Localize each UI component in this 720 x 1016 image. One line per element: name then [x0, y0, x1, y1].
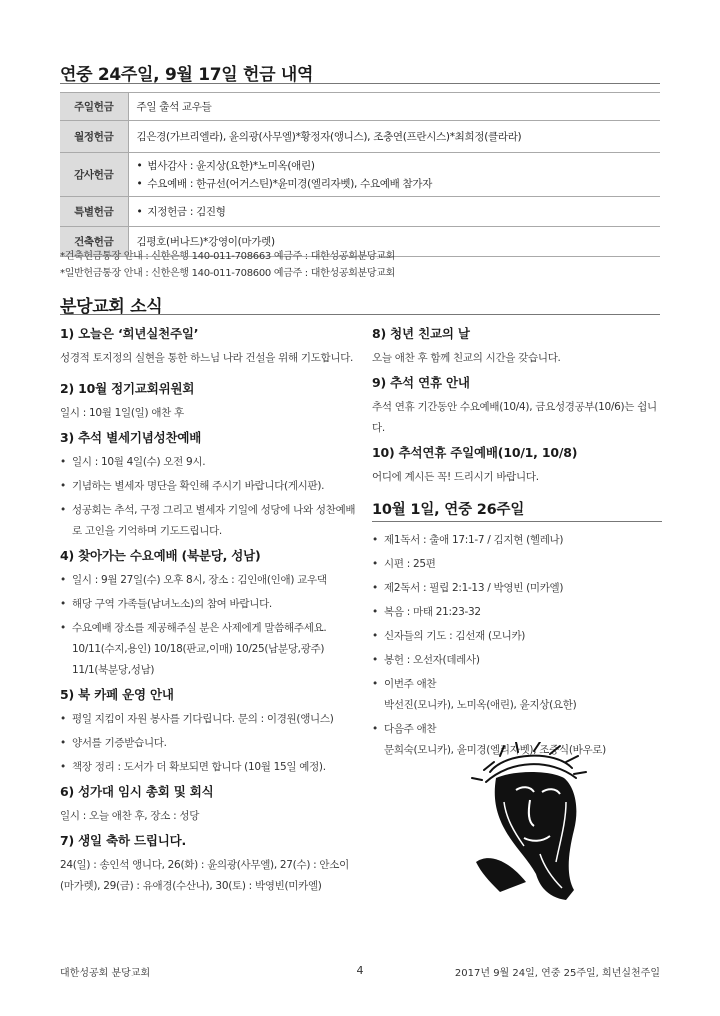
news-bullet: • 일시 : 10월 4일(수) 오전 9시. — [60, 452, 360, 473]
news-bullet: • 평일 지킴이 자원 봉사를 기다립니다. 문의 : 이경원(앵니스) — [60, 709, 360, 730]
offering-row-special — [60, 197, 660, 227]
news-heading: 10) 추석연휴 주일예배(10/1, 10/8) — [372, 445, 578, 460]
offering-row-monthly — [60, 121, 660, 153]
page-number: 4 — [356, 964, 364, 977]
page-footer — [60, 964, 660, 979]
next-sunday-list — [372, 530, 662, 761]
row-label: 건축헌금 — [60, 227, 128, 257]
news-heading: 2) 10월 정기교회위원회 — [60, 381, 195, 396]
news-bullets — [60, 570, 360, 681]
row-label: 월정헌금 — [60, 121, 128, 153]
news-text: 일시 : 10월 1일(일) 애찬 후 — [60, 407, 184, 419]
news-bullet: • 기념하는 별세자 명단을 확인해 주시기 바랍니다(게시판). — [60, 476, 360, 497]
account-notes — [60, 248, 395, 282]
row-value: 김평호(버나드)*강영이(마가렛) — [128, 227, 660, 257]
offering-title: 연중 24주일, 9월 17일 헌금 내역 — [60, 65, 314, 85]
news-text: 일시 : 오늘 애찬 후, 장소 : 성당 — [60, 810, 200, 822]
row-bullet: • 범사감사 : 윤지상(요한)*노미옥(애린) — [137, 157, 653, 175]
row-value: 주일 출석 교우들 — [128, 93, 660, 121]
news-text: 어디에 계시든 꼭! 드리시기 바랍니다. — [372, 471, 539, 483]
news-bullet: • 양서를 기증받습니다. — [60, 733, 360, 754]
news-bullets — [60, 709, 360, 778]
row-bullets — [137, 157, 653, 193]
news-left-column — [60, 324, 360, 901]
schedule-item: • 제1독서 : 출애 17:1-7 / 김지현 (헬레나) — [372, 530, 662, 551]
schedule-item: • 복음 : 마태 21:23-32 — [372, 602, 662, 623]
news-bullet: • 성공회는 추석, 구정 그리고 별세자 기일에 성당에 나와 성찬예배로 고인을 기억하며 기도드립니다. — [60, 500, 360, 542]
row-label: 감사헌금 — [60, 153, 128, 197]
news-bullets — [60, 452, 360, 542]
news-heading: 5) 북 카페 운영 안내 — [60, 687, 174, 702]
schedule-item: • 이번주 애찬 박선진(모니카), 노미옥(애린), 윤지상(요한) — [372, 674, 662, 716]
news-heading: 6) 성가대 임시 총회 및 회식 — [60, 784, 214, 799]
schedule-item: • 시편 : 25편 — [372, 554, 662, 575]
news-text: 오늘 애찬 후 함께 친교의 시간을 갖습니다. — [372, 352, 561, 364]
news-bullet: • 책장 정리 : 도서가 더 확보되면 합니다 (10월 15일 예정). — [60, 757, 360, 778]
news-text: 24(일) : 송인석 앵니다, 26(화) : 윤의광(사무엘), 27(수) : 안소이(마가렛), 29(금) : 유애경(수산나), 30(토) : 박영빈(미카엘) — [60, 859, 349, 892]
news-heading: 8) 청년 친교의 날 — [372, 326, 470, 341]
news-bullet: • 수요예배 장소를 제공해주실 분은 사제에게 말씀해주세요. 10/11(수지,용인) 10/18(판교,이매) 10/25(남분당,광주) 11/1(북분당,성남) — [60, 618, 360, 681]
news-bullet: • 일시 : 9월 27일(수) 오후 8시, 장소 : 김인애(인애) 교우댁 — [60, 570, 360, 591]
footer-date: 2017년 9월 24일, 연중 25주일, 희년실천주일 — [454, 968, 660, 979]
next-sunday-rule — [372, 521, 662, 522]
news-heading: 1) 오늘은 ‘희년실천주일’ — [60, 326, 199, 341]
schedule-item: • 봉헌 : 오선자(데레사) — [372, 650, 662, 671]
offering-row-sunday — [60, 93, 660, 121]
offering-row-thanks — [60, 153, 660, 197]
news-heading: 3) 추석 별세기념성찬예배 — [60, 430, 202, 445]
schedule-item: • 제2독서 : 필립 2:1-13 / 박영빈 (미카엘) — [372, 578, 662, 599]
news-heading: 4) 찾아가는 수요예배 (북분당, 성남) — [60, 548, 261, 563]
row-label: 특별헌금 — [60, 197, 128, 227]
offering-title-rule — [60, 83, 660, 84]
account-note: *건축헌금통장 안내 : 신한은행 140-011-708663 예금주 : 대한성공회분당교회 — [60, 251, 395, 262]
news-title-rule — [60, 314, 660, 315]
news-text: 추석 연휴 기간동안 수요예배(10/4), 금요성경공부(10/6)는 쉽니다. — [372, 401, 657, 434]
christ-crown-of-thorns-illustration — [470, 742, 590, 902]
news-right-column — [372, 324, 662, 765]
news-heading: 9) 추석 연휴 안내 — [372, 375, 470, 390]
news-text: 성경적 토지정의 실현을 통한 하느님 나라 건설을 위해 기도합니다. — [60, 352, 354, 364]
news-bullet: • 해당 구역 가족들(남녀노소)의 참여 바랍니다. — [60, 594, 360, 615]
next-sunday-title: 10월 1일, 연중 26주일 — [372, 502, 525, 518]
footer-church-name: 대한성공회 분당교회 — [60, 968, 151, 979]
row-value: 김은경(가브리엘라), 윤의광(사무엘)*황정자(앵니스), 조충연(프란시스)*최희정(클라라) — [128, 121, 660, 153]
row-bullet: • 수요예배 : 한규선(어거스틴)*윤미경(엘리자벳), 수요예배 참가자 — [137, 175, 653, 193]
row-label: 주일헌금 — [60, 93, 128, 121]
offering-table — [60, 92, 660, 257]
news-title: 분당교회 소식 — [60, 297, 163, 317]
row-bullets — [137, 204, 653, 219]
row-bullet: • 지정헌금 : 김진형 — [137, 204, 653, 219]
account-note: *일반헌금통장 안내 : 신한은행 140-011-708600 예금주 : 대한성공회분당교회 — [60, 268, 395, 279]
schedule-item: • 신자들의 기도 : 김선재 (모니카) — [372, 626, 662, 647]
news-heading: 7) 생일 축하 드립니다. — [60, 833, 187, 848]
schedule-item: • 다음주 애찬 문희숙(모니카), 윤미경(엘리자벳), 조중식(바우로) — [372, 719, 662, 761]
